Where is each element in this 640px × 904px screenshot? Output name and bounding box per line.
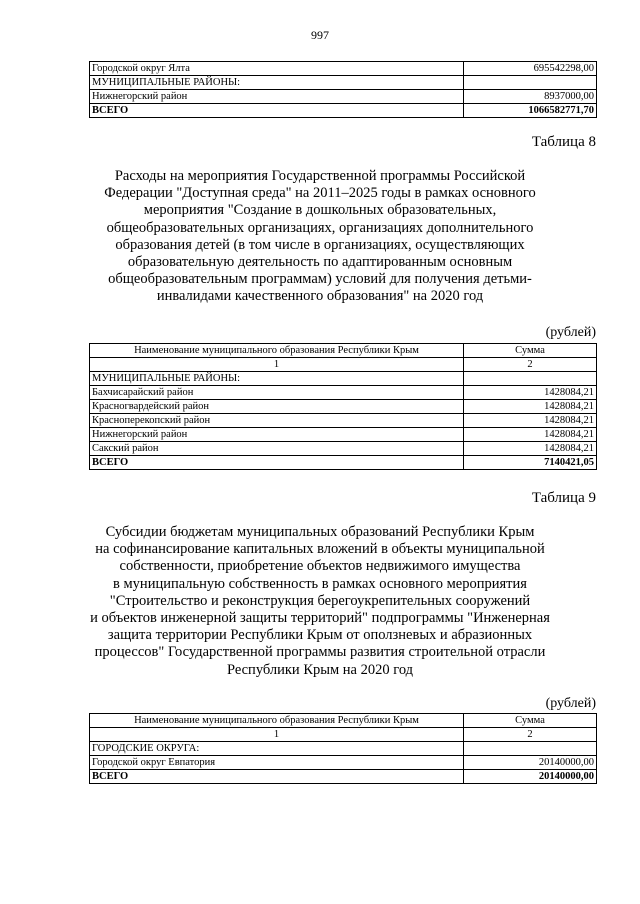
- amount-cell: 1428084,21: [464, 414, 597, 428]
- column-number-row: [90, 728, 597, 742]
- table-row: [90, 386, 597, 400]
- column-header-amount: Сумма: [464, 344, 597, 358]
- table-8-units: (рублей): [545, 325, 596, 340]
- section-row: [90, 742, 597, 756]
- column-number: 1: [90, 728, 464, 742]
- total-row: [90, 104, 597, 118]
- title-line: мероприятия "Создание в дошкольных образовательных,: [143, 202, 497, 219]
- title-line: Республики Крым на 2020 год: [226, 661, 414, 678]
- total-amount: 7140421,05: [464, 456, 597, 470]
- column-header-amount: Сумма: [464, 714, 597, 728]
- total-label: ВСЕГО: [90, 104, 464, 118]
- municipality-name: Бахчисарайский район: [90, 386, 464, 400]
- amount-cell: 1428084,21: [464, 400, 597, 414]
- table-row: [90, 400, 597, 414]
- total-amount: 20140000,00: [464, 770, 597, 784]
- table-9-title: [80, 524, 560, 679]
- table-row: [90, 90, 597, 104]
- column-header-name: Наименование муниципального образования Республики Крым: [90, 344, 464, 358]
- section-heading: МУНИЦИПАЛЬНЫЕ РАЙОНЫ:: [90, 76, 464, 90]
- table-row: [90, 62, 597, 76]
- table-header-row: [90, 344, 597, 358]
- title-line: защита территории Республики Крым от оползневых и абразионных: [107, 627, 533, 644]
- municipality-name: Красноперекопский район: [90, 414, 464, 428]
- empty-cell: [464, 372, 597, 386]
- table-9-label: Таблица 9: [531, 490, 596, 506]
- amount-cell: 1428084,21: [464, 442, 597, 456]
- total-row: [90, 770, 597, 784]
- table-row: [90, 76, 597, 90]
- column-number: 2: [464, 358, 597, 372]
- table-8-label: Таблица 8: [531, 134, 596, 150]
- total-row: [90, 456, 597, 470]
- section-heading: ГОРОДСКИЕ ОКРУГА:: [90, 742, 464, 756]
- title-line: общеобразовательным программам) условий для получения детьми-: [108, 271, 532, 288]
- table-header-row: [90, 714, 597, 728]
- total-label: ВСЕГО: [90, 770, 464, 784]
- title-line: и объектов инженерной защиты территорий" подпрограммы "Инженерная: [90, 610, 550, 627]
- municipality-name: Нижнегорский район: [90, 428, 464, 442]
- title-line: Расходы на мероприятия Государственной программы Российской: [114, 168, 526, 184]
- column-header-name: Наименование муниципального образования Республики Крым: [90, 714, 464, 728]
- page-number: 997: [311, 28, 329, 42]
- title-line: Субсидии бюджетам муниципальных образований Республики Крым: [105, 524, 535, 540]
- empty-cell: [464, 742, 597, 756]
- amount-cell: [464, 76, 597, 90]
- column-number: 1: [90, 358, 464, 372]
- municipality-name: Городской округ Ялта: [90, 62, 464, 76]
- total-label: ВСЕГО: [90, 456, 464, 470]
- table-row: [90, 414, 597, 428]
- table-9-units: (рублей): [545, 696, 596, 711]
- title-line: инвалидами качественного образования" на 2020 год: [156, 288, 484, 305]
- title-line: собственности, приобретение объектов недвижимого имущества: [119, 558, 521, 575]
- title-line: процессов" Государственной программы развития строительной отрасли: [94, 644, 546, 661]
- continuation-table: [89, 61, 597, 118]
- title-line: на софинансирование капитальных вложений в объекты муниципальной: [95, 541, 545, 558]
- amount-cell: 20140000,00: [464, 756, 597, 770]
- column-number-row: [90, 358, 597, 372]
- table-8: [89, 343, 597, 470]
- section-heading: МУНИЦИПАЛЬНЫЕ РАЙОНЫ:: [90, 372, 464, 386]
- municipality-name: Сакский район: [90, 442, 464, 456]
- municipality-name: Красногвардейский район: [90, 400, 464, 414]
- section-row: [90, 372, 597, 386]
- title-line: образовательную деятельность по адаптированным основным: [127, 254, 513, 271]
- title-line: Федерации "Доступная среда" на 2011–2025 годы в рамках основного: [104, 185, 536, 202]
- table-row: [90, 756, 597, 770]
- municipality-name: Городской округ Евпатория: [90, 756, 464, 770]
- table-row: [90, 442, 597, 456]
- table-8-title: [80, 168, 560, 306]
- column-number: 2: [464, 728, 597, 742]
- amount-cell: 8937000,00: [464, 90, 597, 104]
- amount-cell: 695542298,00: [464, 62, 597, 76]
- title-line: "Строительство и реконструкция берегоукрепительных сооружений: [109, 592, 531, 609]
- amount-cell: 1428084,21: [464, 428, 597, 442]
- municipality-name: Нижнегорский район: [90, 90, 464, 104]
- table-row: [90, 428, 597, 442]
- table-9: [89, 713, 597, 784]
- amount-cell: 1428084,21: [464, 386, 597, 400]
- total-amount: 1066582771,70: [464, 104, 597, 118]
- title-line: образования детей (в том числе в организациях, осуществляющих: [115, 236, 525, 253]
- title-line: общеобразовательных организациях, организациях дополнительного: [106, 219, 534, 236]
- title-line: в муниципальную собственность в рамках основного мероприятия: [113, 575, 527, 592]
